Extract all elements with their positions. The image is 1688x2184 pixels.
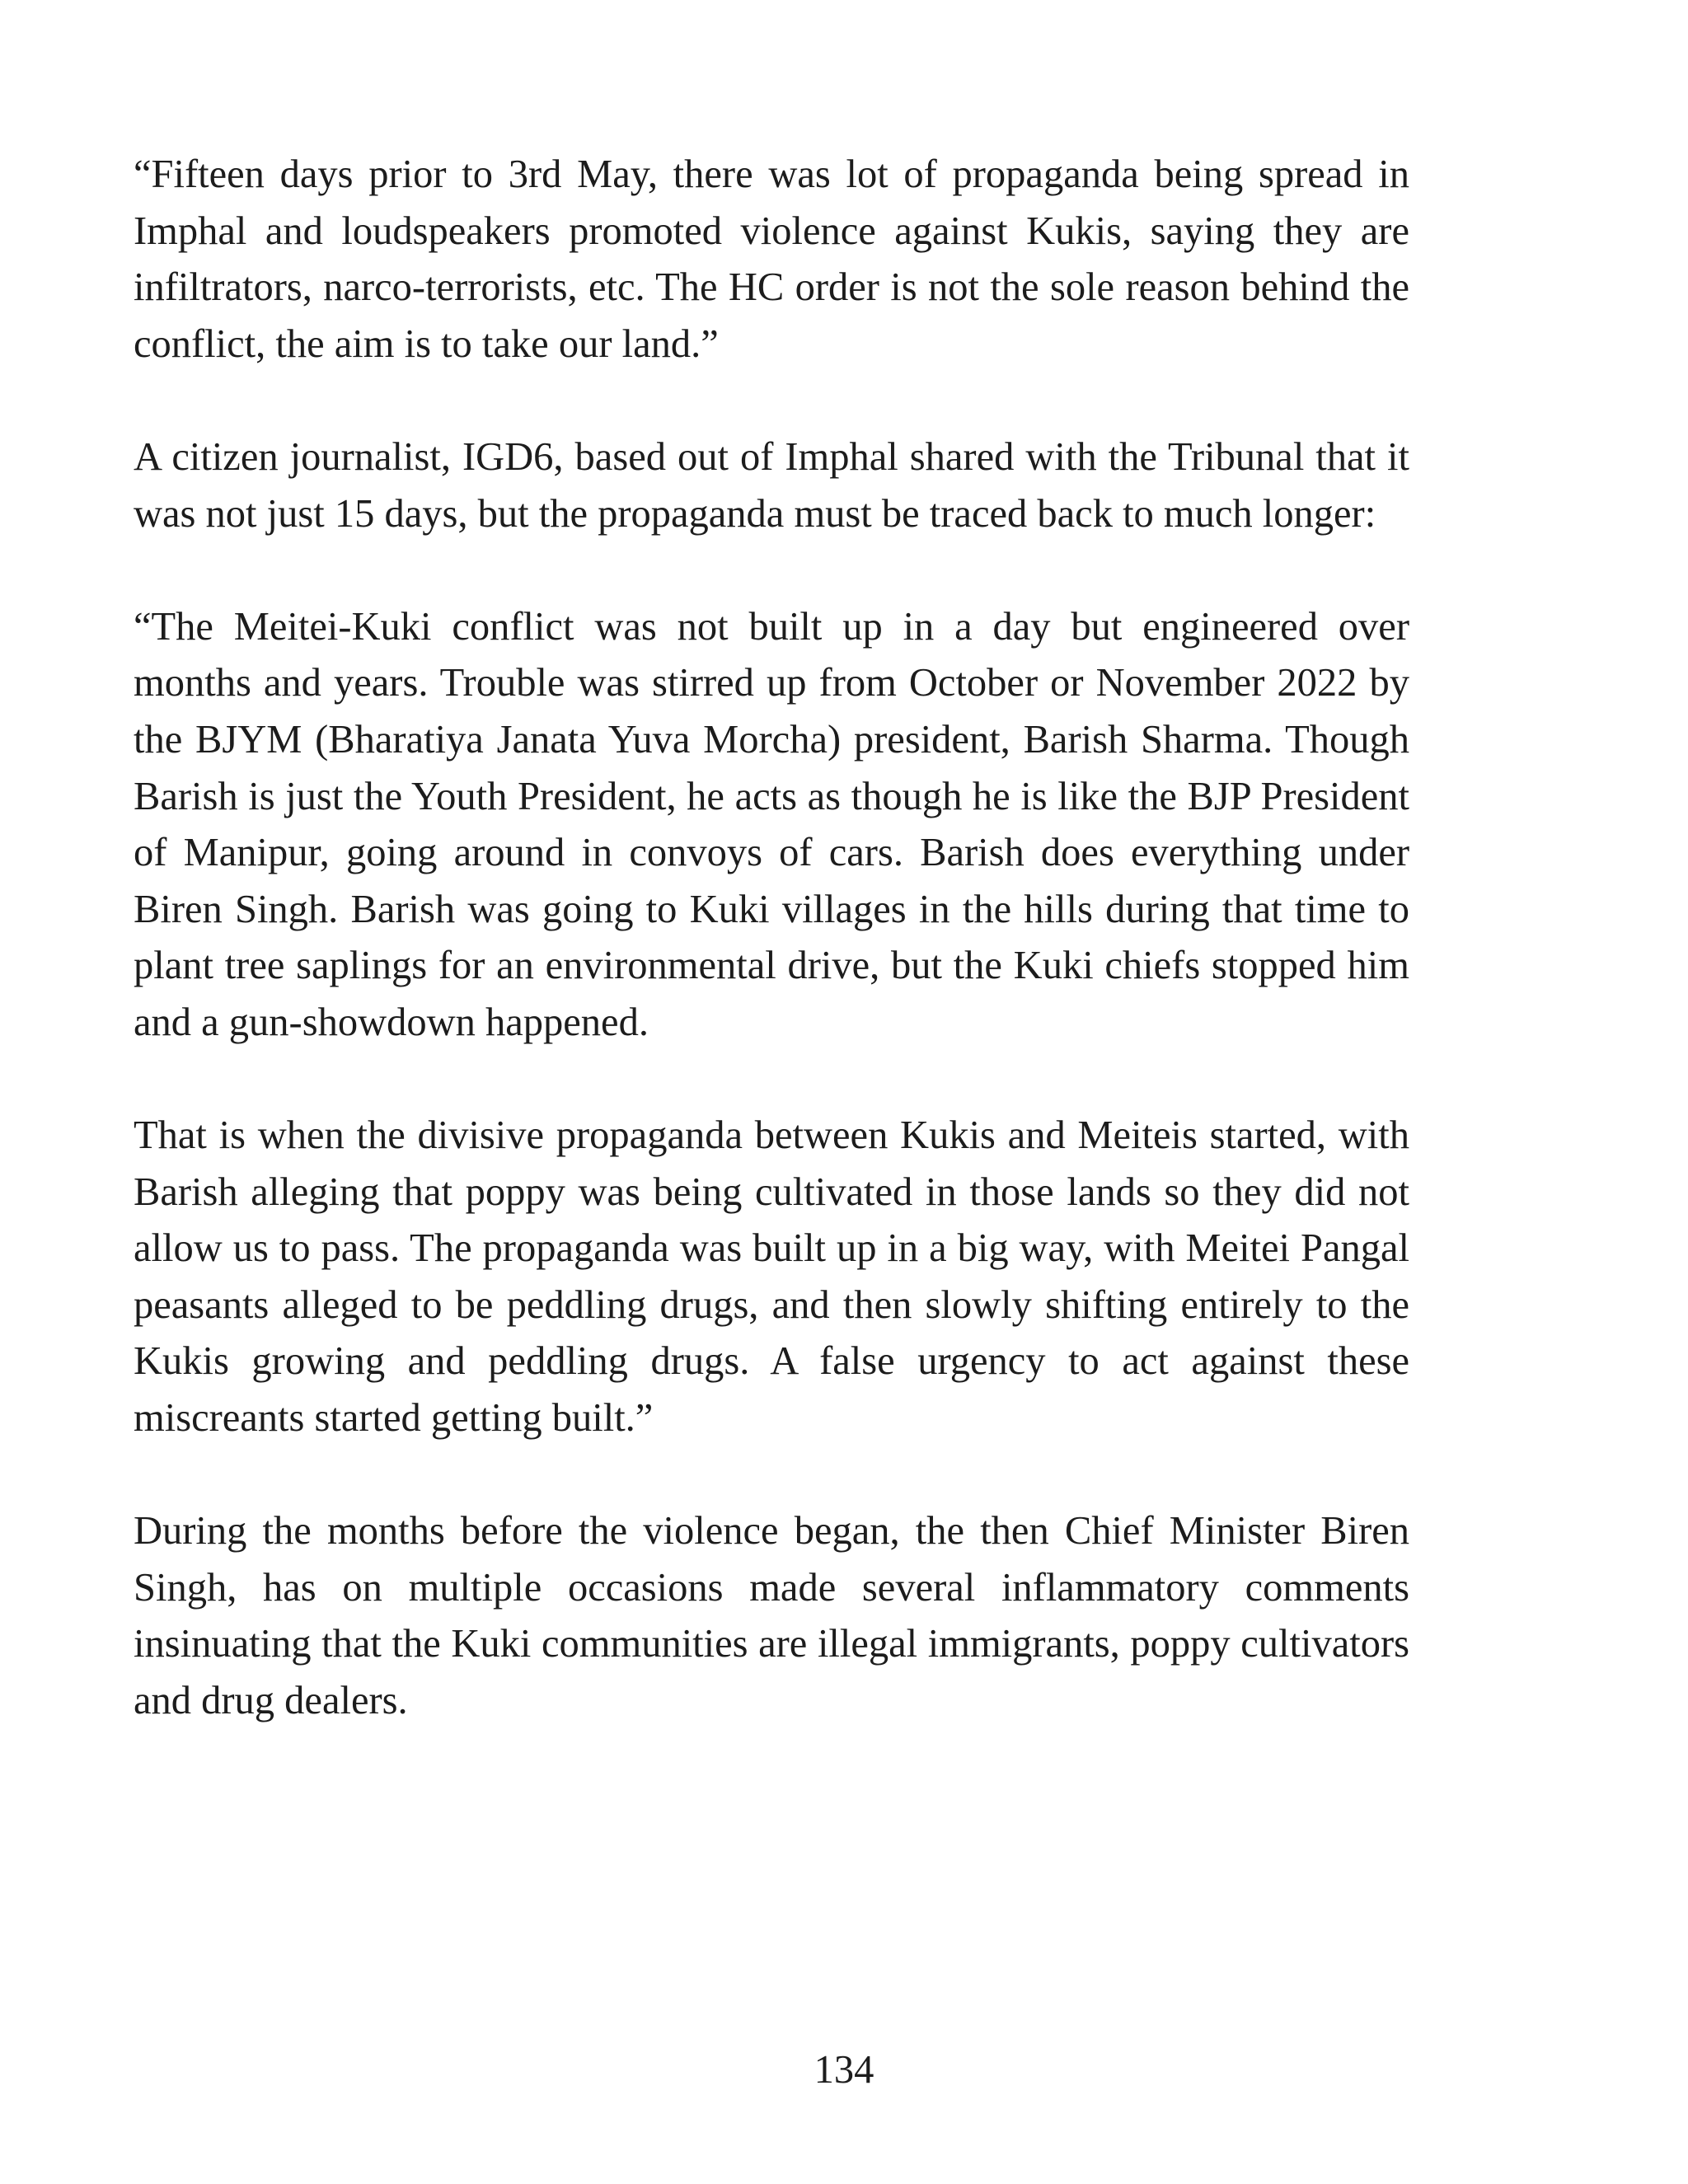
body-text <box>134 147 1409 1786</box>
paragraph-quote-fifteen-days: “Fifteen days prior to 3rd May, there was lot of propaganda being spread in Imphal and loudspeakers promoted violence against Kukis, saying they are infiltrators, narco-terrorists, etc. The HC order is not the sole reason behind the conflict, the aim is to take our land.” <box>134 152 1409 366</box>
paragraph-divisive-propaganda: That is when the divisive propaganda between Kukis and Meiteis started, with Barish alleging that poppy was being cultivated in those lands so they did not allow us to pass. The propaganda was built up in a big way, with Meitei Pangal peasants alleged to be peddling drugs, and then slowly shifting entirely to the Kukis growing and peddling drugs. A false urgency to act against these miscreants started getting built.” <box>134 1113 1409 1441</box>
paragraph-chief-minister-comments: During the months before the violence began, the then Chief Minister Biren Singh, has on multiple occasions made several inflammatory comments insinuating that the Kuki communities are illegal immigrants, poppy cultivators and drug dealers. <box>134 1509 1409 1723</box>
page-number: 134 <box>814 2048 874 2092</box>
paragraph-citizen-journalist: A citizen journalist, IGD6, based out of Imphal shared with the Tribunal that it was not just 15 days, but the propaganda must be traced back to much longer: <box>134 434 1409 536</box>
paragraph-quote-meitei-kuki-conflict: “The Meitei-Kuki conflict was not built up in a day but engineered over months and years. Trouble was stirred up from October or November 2022 by the BJYM (Bharatiya Janata Yuva Morcha) president, Barish Sharma. Though Barish is just the Youth President, he acts as though he is like the BJP President of Manipur, going around in convoys of cars. Barish does everything under Biren Singh. Barish was going to Kuki villages in the hills during that time to plant tree saplings for an environmental drive, but the Kuki chiefs stopped him and a gun-showdown happened. <box>134 604 1409 1044</box>
